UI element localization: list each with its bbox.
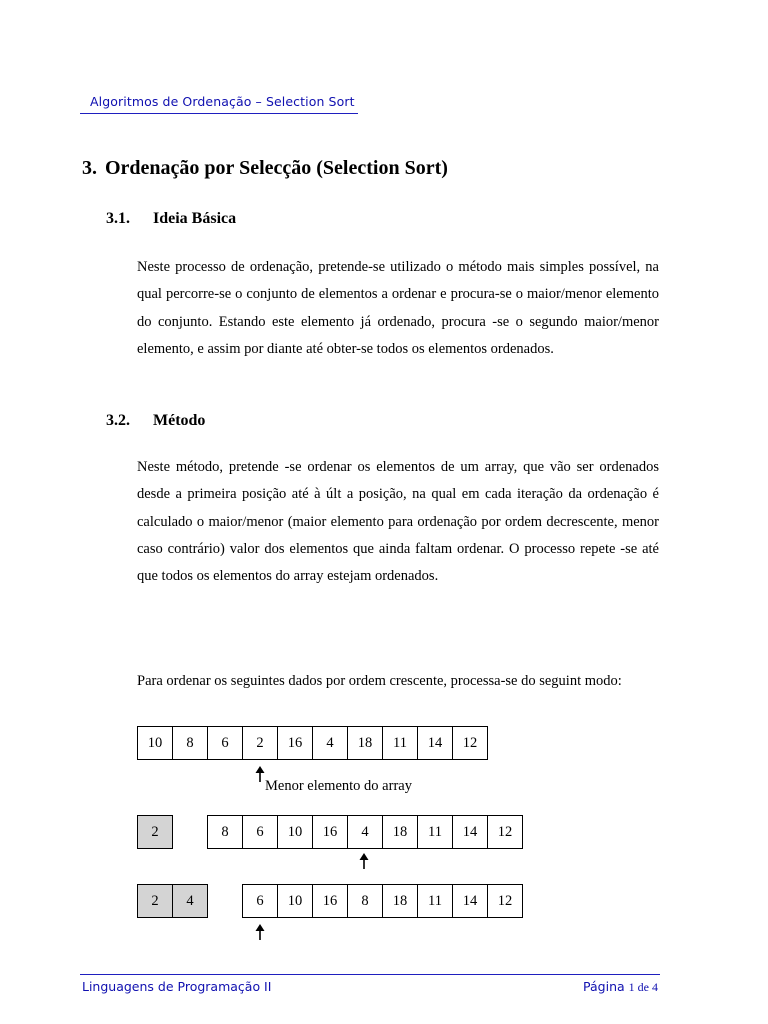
page-footer: [80, 974, 660, 995]
array-cell: 12: [452, 726, 488, 760]
array-cell: 16: [277, 726, 313, 760]
array-cell: 12: [487, 815, 523, 849]
array-cell: 12: [487, 884, 523, 918]
array-step-0: [137, 726, 487, 760]
array-step-2-unsorted: [242, 884, 522, 918]
array-cell: 14: [452, 884, 488, 918]
header-title: Algoritmos de Ordenação – Selection Sort: [90, 94, 355, 109]
section-number: 3.: [82, 157, 97, 179]
sorted-cell: 2: [137, 884, 173, 918]
array-cell: 6: [242, 884, 278, 918]
array-cell: 14: [452, 815, 488, 849]
paragraph-basic-idea: Neste processo de ordenação, pretende-se utilizado o método mais simples possível, na qual percorre-se o conjunto de elementos a ordenar e procura-se o maior/menor elemento do conjunto. Estando este elemento já ordenado, procura -se o segundo maior/menor elemento, e assim por diante até obter-se todos os elementos ordenados.: [137, 259, 659, 357]
array-cell: 6: [207, 726, 243, 760]
sorted-cell: 2: [137, 815, 173, 849]
array-cell: 14: [417, 726, 453, 760]
array-cell: 10: [137, 726, 173, 760]
running-header: [80, 93, 358, 114]
array-cell: 11: [417, 815, 453, 849]
array-cell: 8: [172, 726, 208, 760]
array-cell: 4: [312, 726, 348, 760]
paragraph-method: Neste método, pretende -se ordenar os elementos de um array, que vão ser ordenados desde a primeira posição até à últ a posição, na qual em cada iteração da ordenação é calculado o maior/menor (maior elemento para ordenação por ordem decrescente, menor caso contrário) valor dos elementos que ainda faltam ordenar. O processo repete -se até que todos os elementos do array estejam ordenados.: [137, 459, 659, 585]
subsection-number: 3.1.: [106, 210, 130, 227]
array-cell: 11: [417, 884, 453, 918]
array-step-1-unsorted: [207, 815, 522, 849]
footer-course: Linguagens de Programação II: [82, 979, 272, 994]
subsection-title: Ideia Básica: [153, 210, 237, 227]
array-cell: 4: [347, 815, 383, 849]
min-element-caption: Menor elemento do array: [265, 778, 412, 794]
array-cell: 10: [277, 815, 313, 849]
subsection-heading-basic: [106, 210, 236, 228]
footer-page-number: 1 de 4: [628, 980, 658, 994]
array-cell: 11: [382, 726, 418, 760]
array-cell: 6: [242, 815, 278, 849]
array-step-2-sorted: [137, 884, 207, 918]
footer-page: [583, 979, 660, 995]
paragraph-example-intro: Para ordenar os seguintes dados por ordem crescente, processa-se do seguint modo:: [137, 673, 622, 689]
array-cell: 8: [207, 815, 243, 849]
array-cell: 18: [382, 884, 418, 918]
section-heading: [82, 157, 448, 180]
arrow-up-icon: [255, 924, 265, 940]
array-cell: 2: [242, 726, 278, 760]
subsection-title: Método: [153, 412, 206, 429]
array-cell: 16: [312, 815, 348, 849]
sorted-cell: 4: [172, 884, 208, 918]
arrow-up-icon: [255, 766, 265, 782]
arrow-up-icon: [359, 853, 369, 869]
subsection-heading-method: [106, 412, 205, 430]
subsection-number: 3.2.: [106, 412, 130, 429]
array-step-1-sorted: [137, 815, 172, 849]
array-cell: 10: [277, 884, 313, 918]
array-cell: 16: [312, 884, 348, 918]
section-title: Ordenação por Selecção (Selection Sort): [105, 157, 448, 179]
array-cell: 18: [347, 726, 383, 760]
array-cell: 18: [382, 815, 418, 849]
array-cell: 8: [347, 884, 383, 918]
footer-page-label: Página: [583, 979, 625, 994]
